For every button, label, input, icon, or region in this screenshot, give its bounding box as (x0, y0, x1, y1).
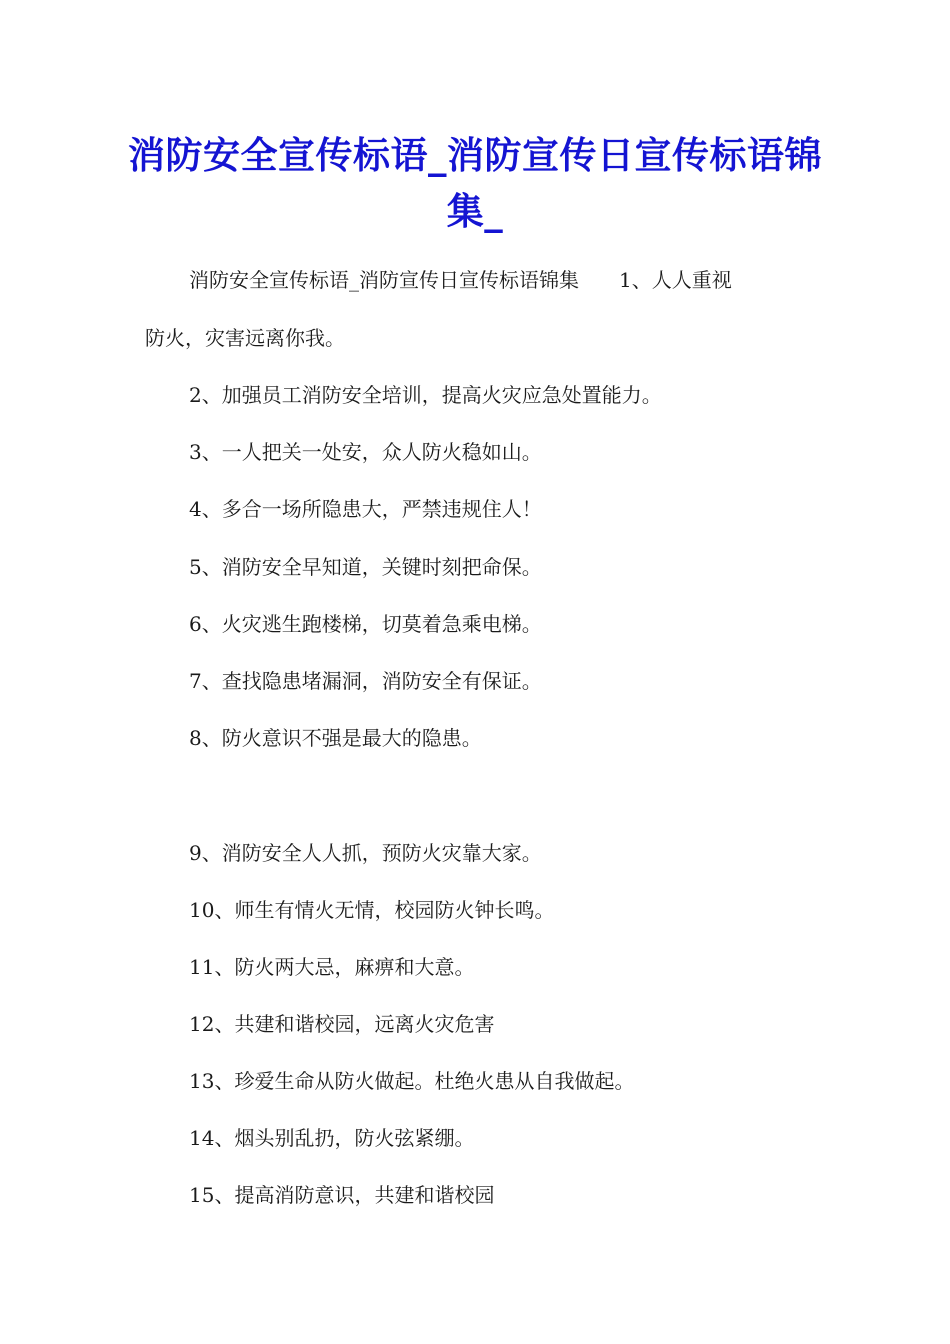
intro-paragraph-line1 (189, 266, 732, 294)
slogan-item: 2、加强员工消防安全培训，提高火灾应急处置能力。 (189, 383, 662, 407)
slogan-item: 7、查找隐患堵漏洞，消防安全有保证。 (189, 669, 542, 693)
intro-text: 消防安全宣传标语_消防宣传日宣传标语锦集 (189, 268, 579, 292)
slogan-item: 9、消防安全人人抓，预防火灾靠大家。 (189, 841, 542, 865)
slogan-item: 3、一人把关一处安，众人防火稳如山。 (189, 440, 542, 464)
slogan-item: 4、多合一场所隐患大，严禁违规住人！ (189, 497, 542, 521)
intro-item-1: 1、人人重视 (619, 268, 732, 292)
slogan-item: 6、火灾逃生跑楼梯，切莫着急乘电梯。 (189, 612, 542, 636)
slogan-item: 13、珍爱生命从防火做起。杜绝火患从自我做起。 (189, 1069, 635, 1093)
slogan-item: 12、共建和谐校园，远离火灾危害 (189, 1012, 495, 1036)
slogan-item: 11、防火两大忌，麻痹和大意。 (189, 955, 475, 979)
slogan-item: 5、消防安全早知道，关键时刻把命保。 (189, 555, 542, 579)
slogan-item: 8、防火意识不强是最大的隐患。 (189, 726, 482, 750)
slogan-item: 14、烟头别乱扔，防火弦紧绷。 (189, 1126, 475, 1150)
intro-paragraph-line2: 防火，灾害远离你我。 (145, 326, 345, 350)
slogan-item: 10、师生有情火无情，校园防火钟长鸣。 (189, 898, 555, 922)
slogan-item: 15、提高消防意识，共建和谐校园 (189, 1183, 495, 1207)
document-title: 消防安全宣传标语_消防宣传日宣传标语锦集_ (128, 134, 822, 233)
